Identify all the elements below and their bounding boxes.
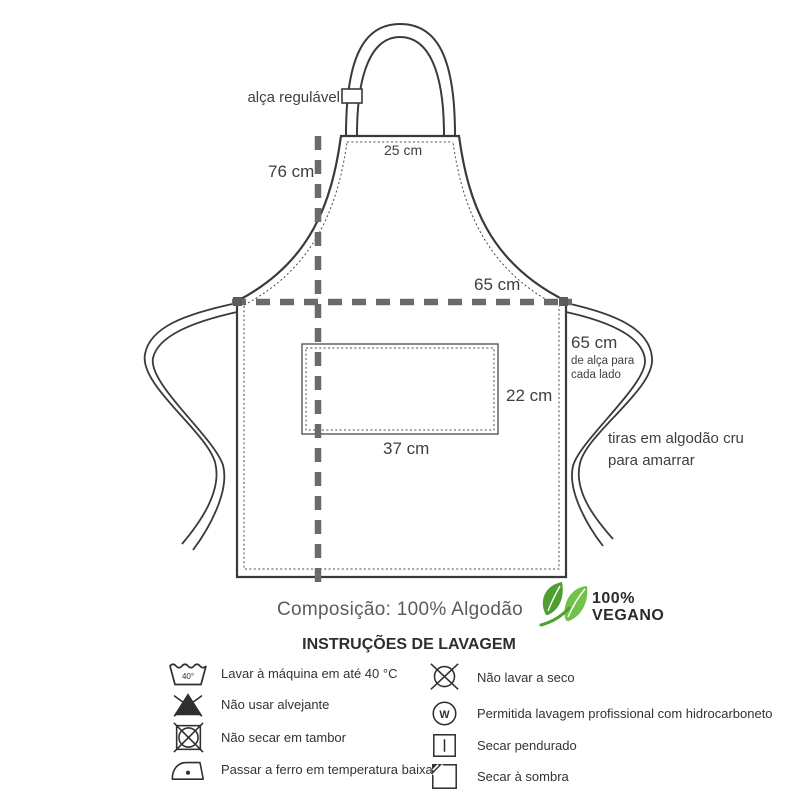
iron-low-icon [168, 757, 208, 781]
ties-material-line1: tiras em algodão cru [608, 430, 744, 447]
care-item [168, 690, 329, 718]
care-label: Lavar à máquina em até 40 °C [221, 665, 398, 681]
length-label: 76 cm [268, 162, 315, 181]
no-tumble-dry-icon [168, 722, 208, 753]
strap-label: alça regulável [247, 89, 340, 106]
care-item [424, 733, 577, 758]
composition-text: Composição: 100% Algodão [277, 599, 523, 620]
tie-length-note-line1: de alça para [571, 355, 635, 367]
hang-dry-icon [424, 733, 464, 758]
tie-length-note [571, 332, 634, 383]
strap-buckle [342, 89, 362, 103]
care-label: Não secar em tambor [221, 730, 346, 745]
care-label: Secar pendurado [477, 738, 577, 753]
left-tie [145, 303, 237, 550]
neck-strap [346, 24, 455, 135]
no-bleach-icon [168, 690, 208, 718]
waist-dimension-line [232, 297, 572, 306]
ties-material-note [608, 428, 744, 472]
vegan-line2: VEGANO [592, 607, 665, 624]
care-label: Não usar alvejante [221, 696, 330, 712]
svg-text:40°: 40° [181, 672, 195, 681]
vegan-badge [538, 577, 664, 627]
vegan-line1: 100% [592, 590, 635, 608]
care-item [424, 763, 569, 790]
care-label: Secar à sombra [477, 769, 569, 784]
dry-shade-icon [424, 763, 464, 790]
no-dry-clean-icon [424, 662, 464, 692]
tie-length-value: 65 cm [571, 333, 618, 352]
care-label: Permitida lavagem profissional com hidrocarboneto [477, 706, 773, 721]
ties-material-line2: para amarrar [608, 451, 695, 469]
leaves-icon [538, 577, 590, 627]
neck-width-label: 25 cm [384, 142, 423, 158]
care-item [168, 660, 397, 686]
wash-40-icon [168, 660, 208, 686]
care-title: INSTRUÇÕES DE LAVAGEM [302, 636, 516, 653]
care-item [424, 662, 575, 692]
care-label: Não lavar a seco [477, 669, 575, 685]
care-item [168, 722, 346, 753]
svg-text:W: W [438, 709, 450, 721]
waist-width-label: 65 cm [474, 275, 521, 294]
care-item [424, 700, 773, 727]
pocket-height-label: 22 cm [506, 386, 553, 405]
care-label: Passar a ferro em temperatura baixa [221, 761, 433, 777]
tie-length-note-line2: cada lado [571, 369, 621, 382]
pocket-width-label: 37 cm [383, 439, 430, 458]
professional-clean-icon [424, 700, 464, 727]
care-item [168, 757, 433, 781]
pocket [302, 344, 498, 434]
